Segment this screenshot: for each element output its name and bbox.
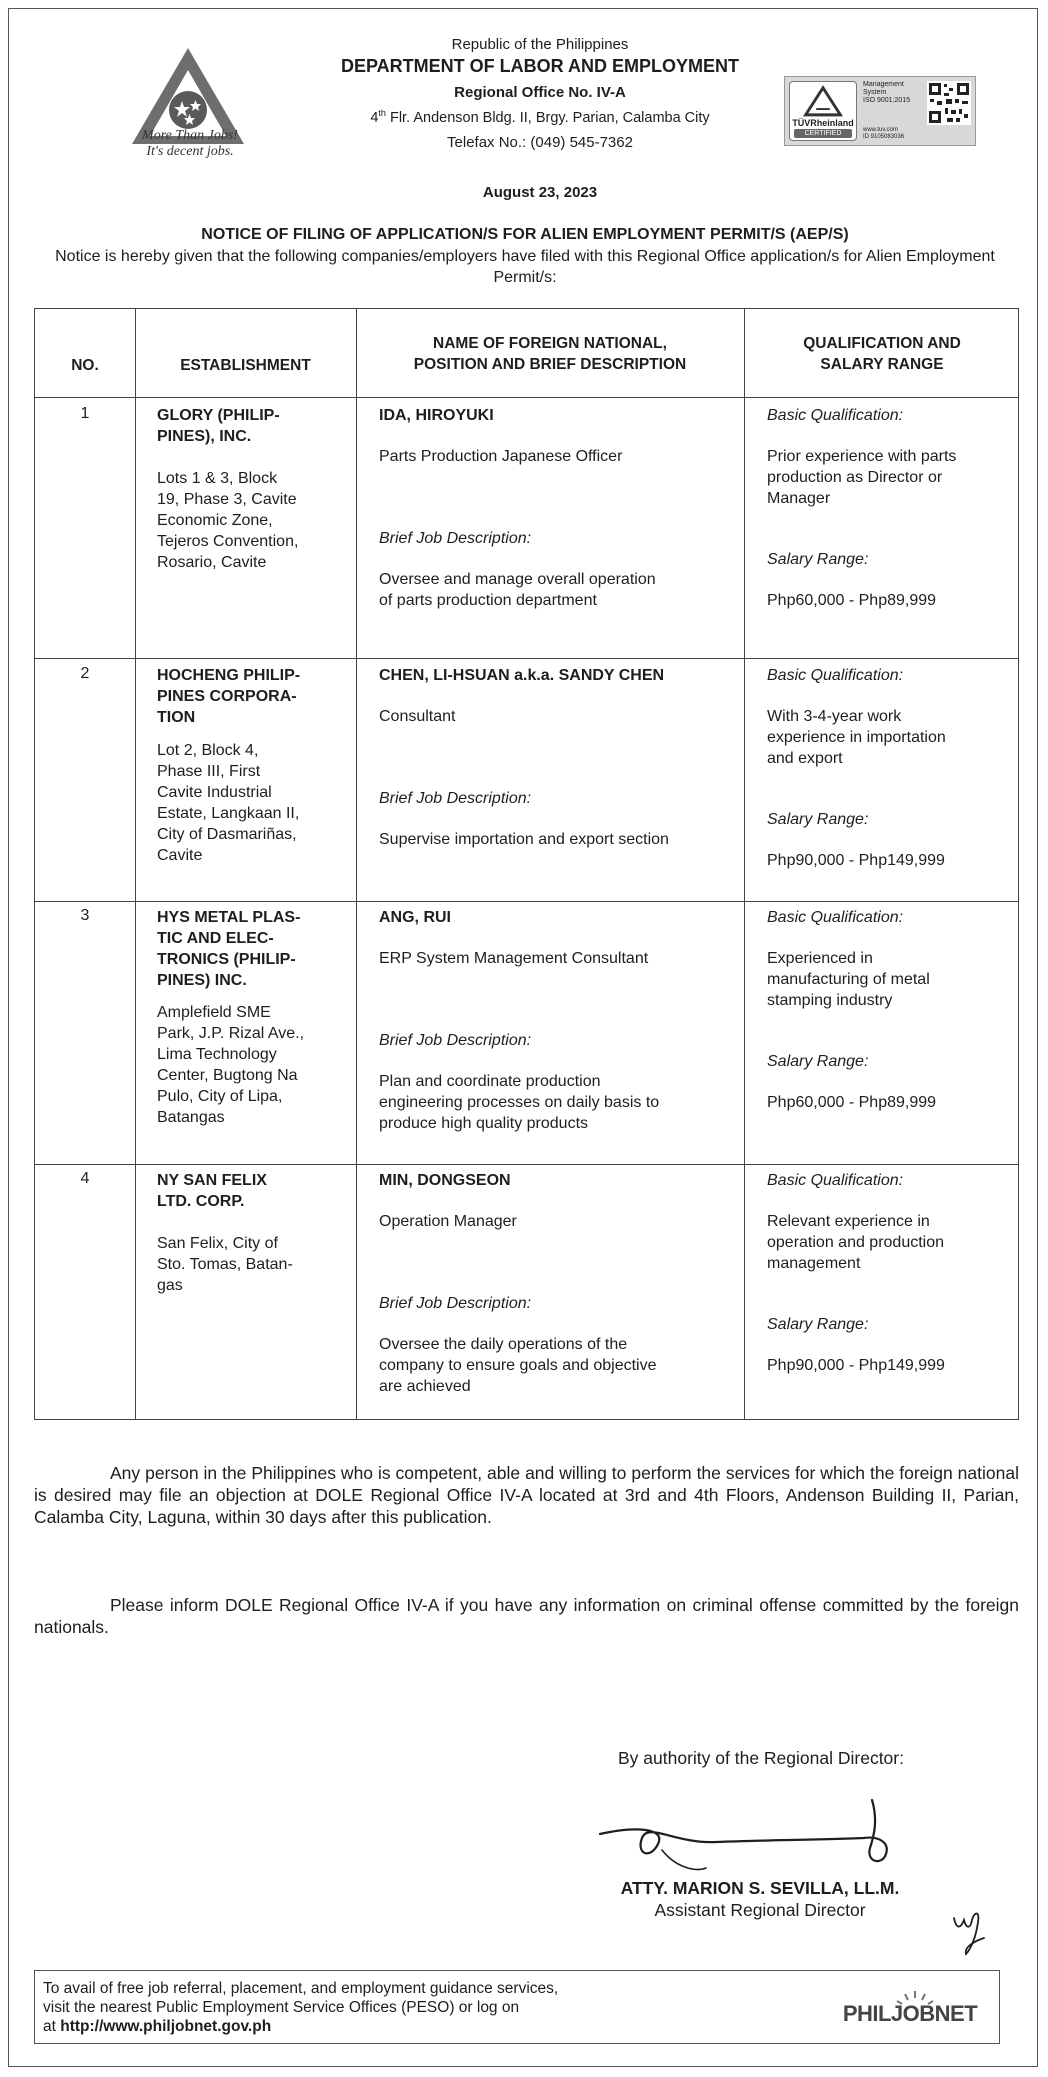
address-line: Lima Technology — [157, 1046, 277, 1063]
qualification-cell — [767, 665, 946, 871]
address-line: Lots 1 & 3, Block — [157, 470, 278, 487]
foreign-national-cell — [379, 1170, 657, 1397]
header-department: DEPARTMENT OF LABOR AND EMPLOYMENT — [341, 56, 739, 76]
foreign-national-name: IDA, HIROYUKI — [379, 407, 494, 424]
job-description-line: Supervise importation and export section — [379, 831, 669, 848]
company-name-line: GLORY (PHILIP- — [157, 407, 280, 424]
position: ERP System Management Consultant — [379, 950, 649, 967]
address-line: Rosario, Cavite — [157, 554, 267, 571]
job-description-line: engineering processes on daily basis to — [379, 1094, 660, 1111]
company-name-line: PINES CORPORA- — [157, 688, 297, 705]
salary-range: Php90,000 - Php149,999 — [767, 1357, 945, 1374]
foreign-national-name: ANG, RUI — [379, 909, 451, 926]
salary-range-label: Salary Range: — [767, 551, 869, 568]
position: Parts Production Japanese Officer — [379, 448, 623, 465]
address-line: Tejeros Convention, — [157, 533, 299, 550]
establishment-cell — [157, 665, 300, 866]
cert-line-2: System — [863, 89, 887, 96]
notice-intro: Notice is hereby given that the following companies/employers have filed with this Regional Office application/s for Alien Employment Permit/s: — [55, 248, 995, 286]
row-number: 2 — [80, 665, 90, 682]
establishment-cell — [157, 907, 304, 1128]
address-line: Park, J.P. Rizal Ave., — [157, 1025, 305, 1042]
qualification-line: With 3-4-year work — [767, 708, 902, 725]
address-line: Estate, Langkaan II, — [157, 805, 300, 822]
objection-paragraph: Any person in the Philippines who is competent, able and willing to perform the services for which the foreign national is desired may file an objection at DOLE Regional Office IV-A located at 3rd and 4th Floors, Andenson Building II, Parian, Calamba City, Laguna, within 30 days after this publication. — [34, 1463, 1019, 1527]
row-divider — [35, 658, 1018, 659]
header-name-line-2: POSITION AND BRIEF DESCRIPTION — [413, 356, 687, 373]
address-line: 19, Phase 3, Cavite — [157, 491, 297, 508]
initials-icon — [950, 1908, 990, 1958]
inform-paragraph: Please inform DOLE Regional Office IV-A if you have any information on criminal offense committed by the foreign nationals. — [34, 1595, 1019, 1637]
row-divider — [35, 901, 1018, 902]
company-name-line: TRONICS (PHILIP- — [157, 951, 296, 968]
company-name-line: NY SAN FELIX — [157, 1172, 267, 1189]
qr-code-icon — [927, 81, 971, 125]
header-address — [260, 108, 820, 126]
header-establishment: ESTABLISHMENT — [180, 357, 311, 374]
job-description-line: of parts production department — [379, 592, 597, 609]
brief-job-label: Brief Job Description: — [379, 530, 532, 547]
job-description-line: Oversee and manage overall operation — [379, 571, 656, 588]
header-no: NO. — [71, 357, 99, 374]
row-number: 4 — [80, 1170, 90, 1187]
header-name-line-1: NAME OF FOREIGN NATIONAL, — [433, 335, 667, 352]
authority-line: By authority of the Regional Director: — [618, 1748, 904, 1768]
qualification-line: Relevant experience in — [767, 1213, 930, 1230]
philjobnet-logo — [835, 1989, 985, 2037]
signer-title: Assistant Regional Director — [654, 1900, 866, 1920]
qualification-line: stamping industry — [767, 992, 893, 1009]
address-line: Pulo, City of Lipa, — [157, 1088, 283, 1105]
cert-url: www.tuv.com — [863, 127, 898, 133]
address-line: gas — [157, 1277, 183, 1294]
qualification-line: and export — [767, 750, 843, 767]
logo-tagline-line-1: More Than Jobs! — [142, 128, 238, 143]
header-qual-line-2: SALARY RANGE — [820, 356, 944, 373]
qualification-cell — [767, 907, 936, 1113]
address-line: San Felix, City of — [157, 1235, 278, 1252]
address-line: Center, Bugtong Na — [157, 1067, 298, 1084]
salary-range-label: Salary Range: — [767, 1053, 869, 1070]
address-line: Cavite — [157, 847, 203, 864]
cert-id: ID 9105083036 — [863, 134, 905, 140]
column-divider — [135, 309, 136, 1419]
qualification-line: management — [767, 1255, 861, 1272]
address-floor: 4 — [370, 109, 379, 126]
qualification-line: manufacturing of metal — [767, 971, 930, 988]
qualification-cell — [767, 405, 956, 611]
address-line: Cavite Industrial — [157, 784, 272, 801]
footer-line-2: visit the nearest Public Employment Service Offices (PESO) or log on — [43, 1999, 520, 2016]
header-qual-line-1: QUALIFICATION AND — [803, 335, 961, 352]
tuv-badge — [789, 81, 857, 141]
foreign-national-cell — [379, 405, 656, 611]
basic-qualification-label: Basic Qualification: — [767, 909, 904, 926]
header-republic: Republic of the Philippines — [451, 36, 629, 53]
notice-date: August 23, 2023 — [482, 184, 598, 201]
salary-range: Php60,000 - Php89,999 — [767, 592, 937, 609]
basic-qualification-label: Basic Qualification: — [767, 407, 904, 424]
salary-range-label: Salary Range: — [767, 1316, 869, 1333]
signer-name: ATTY. MARION S. SEVILLA, LL.M. — [620, 1878, 900, 1898]
qualification-line: Prior experience with parts — [767, 448, 957, 465]
job-description-line: Oversee the daily operations of the — [379, 1336, 628, 1353]
basic-qualification-label: Basic Qualification: — [767, 667, 904, 684]
tuv-badge-certified: CERTIFIED — [794, 129, 852, 138]
company-name-line: TION — [157, 709, 196, 726]
foreign-national-name: MIN, DONGSEON — [379, 1172, 511, 1189]
address-line: Amplefield SME — [157, 1004, 271, 1021]
address-line: Batangas — [157, 1109, 225, 1126]
cert-url-text — [863, 127, 925, 141]
company-name-line: PINES) INC. — [157, 972, 247, 989]
row-divider — [35, 397, 1018, 398]
job-description-line: company to ensure goals and objective — [379, 1357, 657, 1374]
qualification-line: production as Director or — [767, 469, 943, 486]
company-name-line: HOCHENG PHILIP- — [157, 667, 301, 684]
qualification-line: Experienced in — [767, 950, 873, 967]
footer-text — [43, 1979, 683, 2036]
address-sup: th — [378, 108, 386, 118]
header-office: Regional Office No. IV-A — [454, 84, 626, 101]
company-name-line: HYS METAL PLAS- — [157, 909, 301, 926]
qualification-line: operation and production — [767, 1234, 945, 1251]
aep-table — [34, 308, 1019, 1420]
address-line: Lot 2, Block 4, — [157, 742, 259, 759]
cert-line-3: ISO 9001:2015 — [863, 97, 911, 104]
foreign-national-cell — [379, 907, 659, 1134]
notice-title: NOTICE OF FILING OF APPLICATION/S FOR ALIEN EMPLOYMENT PERMIT/S (AEP/S) — [201, 226, 849, 243]
cert-line-1: Management — [863, 81, 904, 88]
job-description-line: produce high quality products — [379, 1115, 589, 1132]
job-description-line: Plan and coordinate production — [379, 1073, 601, 1090]
brief-job-label: Brief Job Description: — [379, 1032, 532, 1049]
iso-certification-badge — [784, 76, 976, 146]
footer-line-3-prefix: at — [43, 2018, 61, 2035]
qualification-line: Manager — [767, 490, 831, 507]
establishment-cell — [157, 1170, 293, 1296]
address-line: City of Dasmariñas, — [157, 826, 297, 843]
company-name-line: PINES), INC. — [157, 428, 252, 445]
header-qualification — [744, 333, 1020, 375]
salary-range: Php90,000 - Php149,999 — [767, 852, 945, 869]
tuv-badge-label: TÜVRheinland — [792, 118, 854, 128]
establishment-cell — [157, 405, 298, 573]
qualification-line: experience in importation — [767, 729, 946, 746]
brief-job-label: Brief Job Description: — [379, 1295, 532, 1312]
signature-icon — [596, 1798, 906, 1878]
column-divider — [744, 309, 745, 1419]
row-number: 3 — [80, 907, 90, 924]
cert-system-text — [863, 81, 925, 105]
salary-range: Php60,000 - Php89,999 — [767, 1094, 937, 1111]
address-rest: Flr. Andenson Bldg. II, Brgy. Parian, Calamba City — [385, 109, 710, 126]
company-name-line: TIC AND ELEC- — [157, 930, 274, 947]
address-line: Economic Zone, — [157, 512, 273, 529]
foreign-national-name: CHEN, LI-HSUAN a.k.a. SANDY CHEN — [379, 667, 665, 684]
address-line: Phase III, First — [157, 763, 261, 780]
footer-box — [34, 1970, 1000, 2044]
basic-qualification-label: Basic Qualification: — [767, 1172, 904, 1189]
salary-range-label: Salary Range: — [767, 811, 869, 828]
position: Consultant — [379, 708, 456, 725]
philjobnet-link[interactable]: http://www.philjobnet.gov.ph — [60, 2018, 272, 2035]
logo-tagline-line-2: It's decent jobs. — [146, 144, 234, 159]
footer-line-3 — [43, 2017, 683, 2036]
logo-tagline — [130, 128, 250, 160]
qualification-cell — [767, 1170, 945, 1376]
foreign-national-cell — [379, 665, 669, 850]
philjobnet-logo-text: PHILJOBNET — [842, 2001, 978, 2026]
job-description-line: are achieved — [379, 1378, 471, 1395]
brief-job-label: Brief Job Description: — [379, 790, 532, 807]
footer-line-1: To avail of free job referral, placement, and employment guidance services, — [43, 1980, 559, 1997]
position: Operation Manager — [379, 1213, 517, 1230]
header-telefax: Telefax No.: (049) 545-7362 — [447, 134, 633, 151]
header-foreign-national — [356, 333, 744, 375]
row-number: 1 — [80, 405, 90, 422]
address-line: Sto. Tomas, Batan- — [157, 1256, 293, 1273]
row-divider — [35, 1164, 1018, 1165]
column-divider — [356, 309, 357, 1419]
company-name-line: LTD. CORP. — [157, 1193, 245, 1210]
